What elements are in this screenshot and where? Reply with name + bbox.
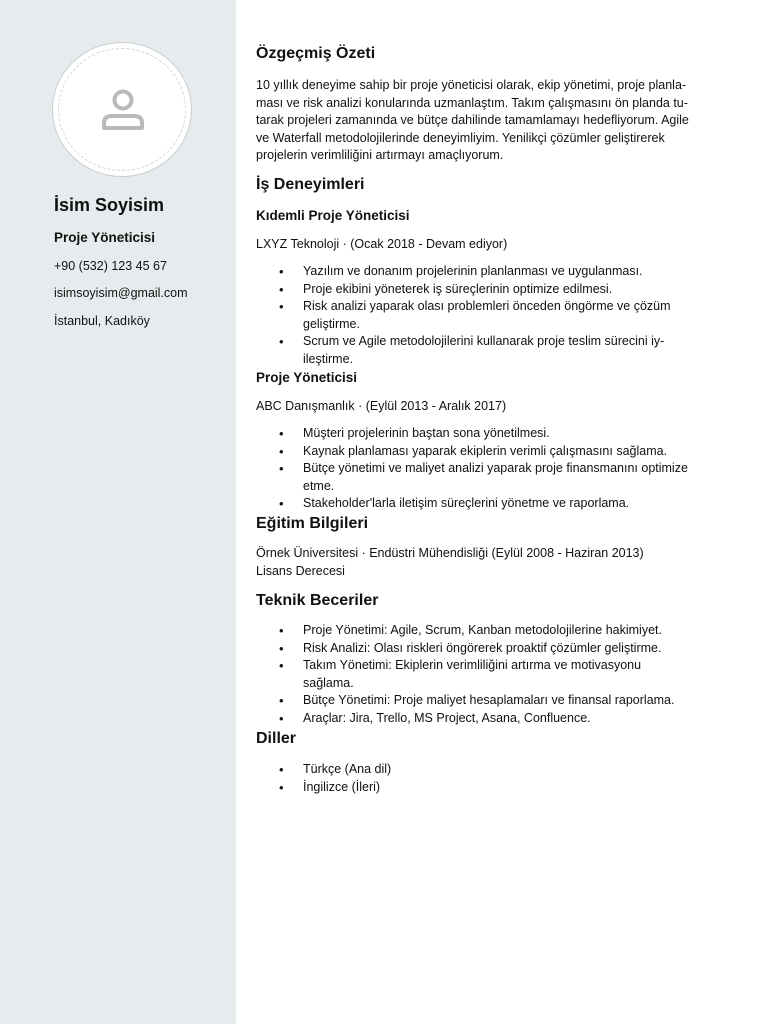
list-item: • Araçlar: Jira, Trello, MS Project, Asana, Confluence. — [303, 710, 674, 728]
summary-heading: Özgeçmiş Özeti — [256, 45, 376, 62]
list-item: • Stakeholder'larla iletişim süreçlerini yönetme ve raporlama. — [303, 495, 688, 513]
person-job-title: Proje Yöneticisi — [54, 230, 156, 245]
list-item: • Proje ekibini yöneterek iş süreçlerinin optimize edilmesi. — [303, 281, 671, 299]
list-item: • Risk Analizi: Olası riskleri öngörerek proaktif çözümler geliştirme. — [303, 640, 674, 658]
list-item: • Bütçe Yönetimi: Proje maliyet hesaplamaları ve finansal raporlama. — [303, 692, 674, 710]
summary-text — [256, 77, 714, 165]
list-item: • Kaynak planlaması yaparak ekiplerin verimli çalışmasını sağlama. — [303, 443, 688, 461]
job-duties-list — [256, 263, 671, 369]
summary-line: ması ve risk analizi konularında uzmanlaştım. Takım çalışmasını ön planda tu- — [256, 95, 688, 110]
phone-number: +90 (532) 123 45 67 — [54, 259, 167, 273]
job-company: ABC Danışmanlık · (Eylül 2013 - Aralık 2017) — [256, 399, 507, 413]
job-company: LXYZ Teknoloji · (Ocak 2018 - Devam ediyor) — [256, 237, 508, 251]
languages-list — [256, 761, 391, 796]
education-degree: Lisans Derecesi — [256, 564, 345, 578]
summary-line: projelerin verimliliğini artırmayı amaçlıyorum. — [256, 148, 504, 163]
job-title: Proje Yöneticisi — [256, 370, 358, 385]
education-school: Örnek Üniversitesi · Endüstri Mühendisliği (Eylül 2008 - Haziran 2013) — [256, 546, 644, 560]
skills-heading: Teknik Beceriler — [256, 592, 379, 609]
experience-heading: İş Deneyimleri — [256, 176, 365, 193]
list-item: • Proje Yönetimi: Agile, Scrum, Kanban metodolojilerine hakimiyet. — [303, 622, 674, 640]
skills-list — [256, 622, 674, 728]
list-item: • Scrum ve Agile metodolojilerini kullanarak proje teslim sürecini iy- ileştirme. — [303, 333, 671, 368]
email-address: isimsoyisim@gmail.com — [54, 286, 188, 300]
avatar — [52, 42, 192, 177]
job-duties-list — [256, 425, 688, 513]
summary-line: 10 yıllık deneyime sahip bir proje yöneticisi olarak, ekip yönetimi, proje planla- — [256, 78, 687, 92]
list-item: • İngilizce (İleri) — [303, 779, 391, 797]
user-icon — [101, 89, 145, 131]
languages-heading: Diller — [256, 730, 297, 747]
job-title: Kıdemli Proje Yöneticisi — [256, 208, 410, 223]
sidebar — [0, 0, 236, 1024]
person-name: İsim Soyisim — [54, 195, 165, 215]
list-item: • Takım Yönetimi: Ekiplerin verimliliğini artırma ve motivasyonu sağlama. — [303, 657, 674, 692]
list-item: • Risk analizi yaparak olası problemleri önceden öngörme ve çözüm geliştirme. — [303, 298, 671, 333]
location: İstanbul, Kadıköy — [54, 314, 150, 328]
list-item: • Türkçe (Ana dil) — [303, 761, 391, 779]
list-item: • Yazılım ve donanım projelerinin planlanması ve uygulanması. — [303, 263, 671, 281]
list-item: • Müşteri projelerinin baştan sona yönetilmesi. — [303, 425, 688, 443]
summary-line: ve Waterfall metodolojilerinde deneyimliyim. Yenilikçi çözümler geliştirerek — [256, 130, 665, 145]
list-item: • Bütçe yönetimi ve maliyet analizi yaparak proje finansmanını optimize etme. — [303, 460, 688, 495]
education-heading: Eğitim Bilgileri — [256, 515, 369, 532]
summary-line: tarak projeleri zamanında ve bütçe dahilinde tamamlamayı hedefliyorum. Agile — [256, 113, 689, 128]
